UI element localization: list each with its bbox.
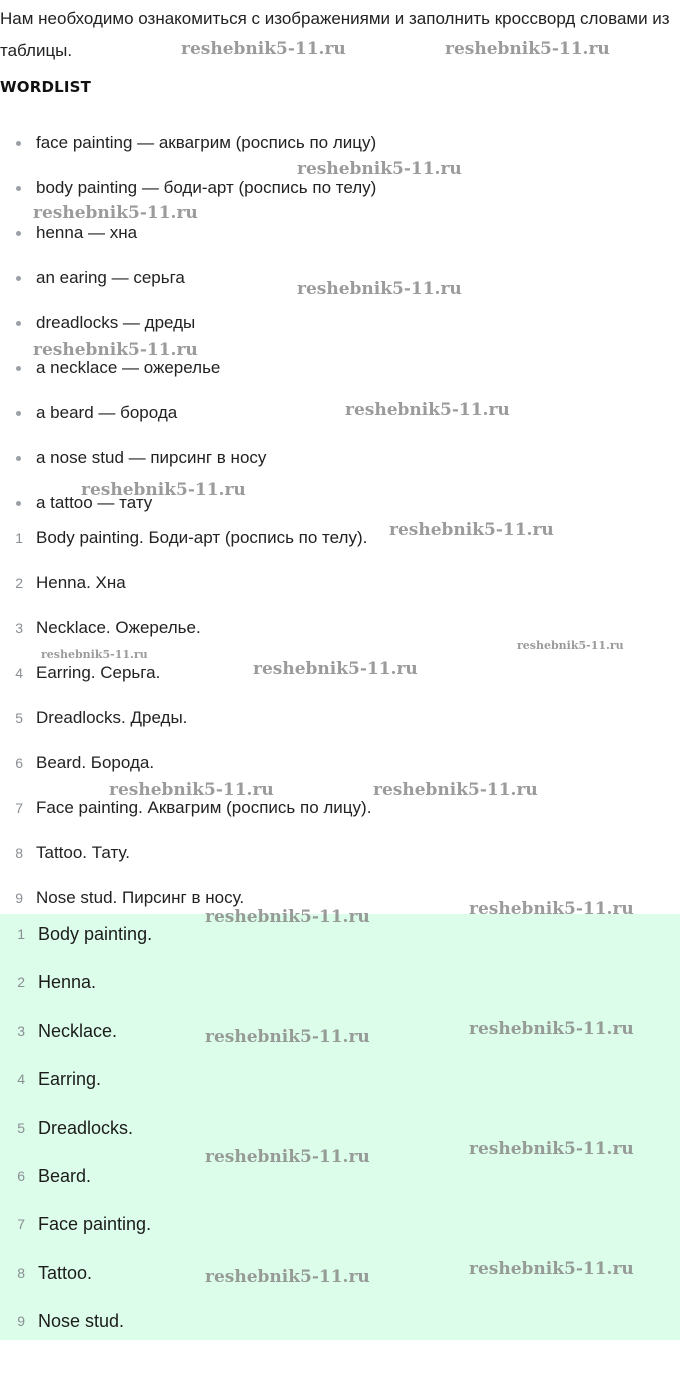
watermark: reshebnik5-11.ru	[41, 648, 148, 661]
answer-item: 6 Beard.	[17, 1165, 92, 1186]
bullet-icon	[16, 411, 21, 416]
watermark: reshebnik5-11.ru	[297, 279, 462, 299]
watermark: reshebnik5-11.ru	[33, 203, 198, 223]
answer-item: 7 Face painting.	[17, 1214, 152, 1235]
wordlist-item: a beard — борода	[0, 398, 376, 443]
watermark: reshebnik5-11.ru	[469, 1019, 634, 1039]
watermark: reshebnik5-11.ru	[181, 39, 346, 59]
translation-item: 9 Nose stud. Пирсинг в носу.	[15, 888, 245, 907]
translations-list	[0, 523, 371, 928]
translation-item: 4 Earring. Серьга.	[15, 663, 161, 682]
watermark: reshebnik5-11.ru	[205, 1147, 370, 1167]
wordlist-heading: WORDLIST	[0, 78, 92, 96]
translation-item: 2 Henna. Хна	[15, 573, 126, 592]
bullet-icon	[16, 276, 21, 281]
bullet-icon	[16, 456, 21, 461]
answer-item: 2 Henna.	[17, 972, 97, 993]
watermark: reshebnik5-11.ru	[205, 1267, 370, 1287]
watermark: reshebnik5-11.ru	[469, 899, 634, 919]
watermark: reshebnik5-11.ru	[205, 907, 370, 927]
watermark: reshebnik5-11.ru	[469, 1139, 634, 1159]
watermark: reshebnik5-11.ru	[297, 159, 462, 179]
bullet-icon	[16, 186, 21, 191]
answer-item: 1 Body painting.	[17, 924, 153, 944]
watermark: reshebnik5-11.ru	[33, 340, 198, 360]
translation-item: 1 Body painting. Боди-арт (роспись по телу).	[15, 528, 368, 547]
watermark: reshebnik5-11.ru	[345, 400, 510, 420]
wordlist-item: a tattoo — тату	[0, 488, 376, 533]
answers-list	[0, 906, 152, 1342]
wordlist-item: a necklace — ожерелье	[0, 353, 376, 398]
watermark: reshebnik5-11.ru	[109, 780, 274, 800]
wordlist	[0, 128, 376, 533]
answer-item: 3 Necklace.	[17, 1020, 118, 1041]
watermark: reshebnik5-11.ru	[253, 659, 418, 679]
watermark: reshebnik5-11.ru	[389, 520, 554, 540]
wordlist-item: a nose stud — пирсинг в носу	[0, 443, 376, 488]
bullet-icon	[16, 501, 21, 506]
bullet-icon	[16, 366, 21, 371]
watermark: reshebnik5-11.ru	[469, 1259, 634, 1279]
watermark: reshebnik5-11.ru	[373, 780, 538, 800]
watermark: reshebnik5-11.ru	[81, 480, 246, 500]
translation-item: 7 Face painting. Аквагрим (роспись по лицу).	[15, 798, 372, 817]
wordlist-item: henna — хна	[0, 218, 376, 263]
wordlist-item: an earing — серьга	[0, 263, 376, 308]
translation-item: 8 Tattoo. Тату.	[15, 843, 130, 862]
bullet-icon	[16, 321, 21, 326]
watermark: reshebnik5-11.ru	[517, 639, 624, 652]
answer-item: 9 Nose stud.	[17, 1311, 125, 1332]
answer-item: 4 Earring.	[17, 1069, 102, 1090]
bullet-icon	[16, 231, 21, 236]
translation-item: 5 Dreadlocks. Дреды.	[15, 708, 188, 727]
watermark: reshebnik5-11.ru	[205, 1027, 370, 1047]
translation-item: 3 Necklace. Ожерелье.	[15, 618, 201, 637]
wordlist-item: body painting — боди-арт (роспись по телу)	[0, 173, 376, 218]
wordlist-item: dreadlocks — дреды	[0, 308, 376, 353]
wordlist-item: face painting — аквагрим (роспись по лицу)	[0, 128, 376, 173]
answer-item: 8 Tattoo.	[17, 1262, 93, 1283]
intro-text: Нам необходимо ознакомиться с изображениями и заполнить кроссворд словами из таблицы.	[0, 9, 670, 60]
bullet-icon	[16, 141, 21, 146]
watermark: reshebnik5-11.ru	[445, 39, 610, 59]
translation-item: 6 Beard. Борода.	[15, 753, 155, 772]
answer-item: 5 Dreadlocks.	[17, 1117, 134, 1138]
